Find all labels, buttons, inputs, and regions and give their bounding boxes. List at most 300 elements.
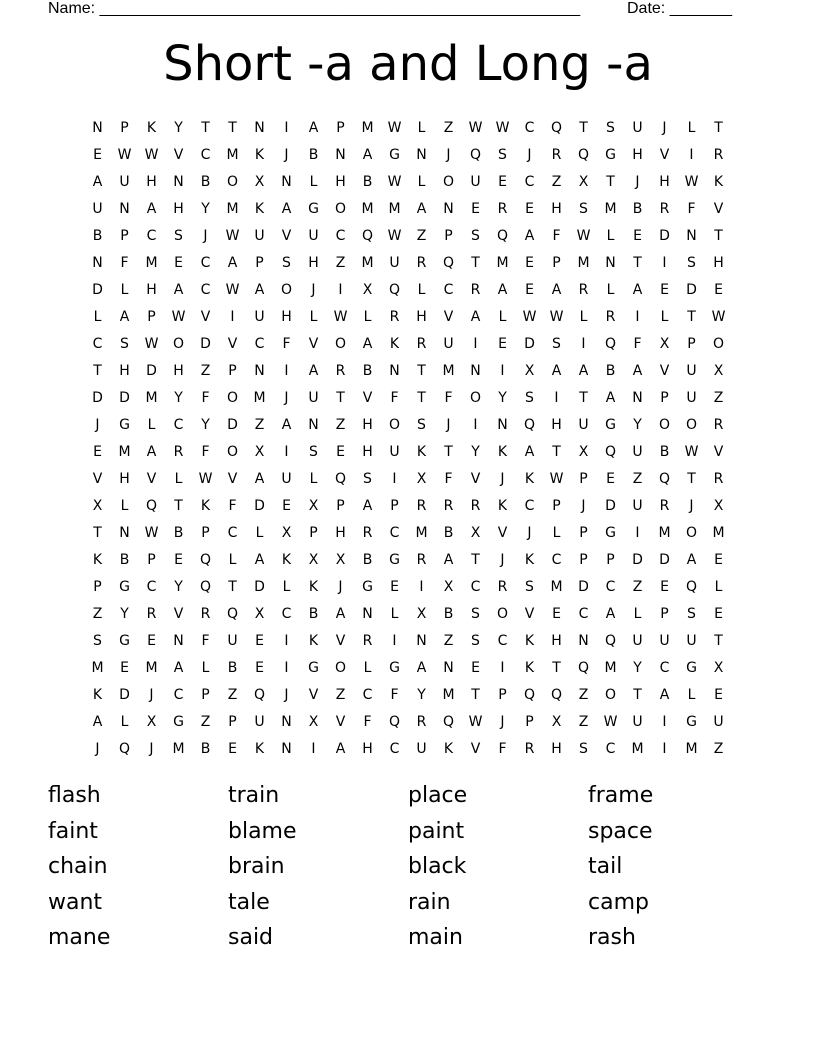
grid-cell: M: [577, 254, 590, 271]
date-line: Date: _______: [627, 0, 732, 17]
grid-cell: S: [579, 200, 588, 217]
word-list-item: paint: [408, 818, 465, 844]
grid-cell: F: [444, 389, 453, 406]
letter-grid: [84, 114, 732, 762]
grid-cell: N: [632, 389, 643, 406]
grid-cell: C: [551, 551, 562, 568]
grid-cell: V: [200, 308, 211, 325]
grid-cell: U: [254, 227, 265, 244]
grid-cell: X: [416, 605, 427, 622]
grid-cell: A: [578, 362, 589, 379]
grid-cell: U: [632, 632, 643, 649]
grid-cell: Q: [604, 632, 617, 649]
grid-cell: R: [146, 605, 157, 622]
grid-cell: P: [660, 389, 669, 406]
grid-cell: B: [443, 605, 454, 622]
grid-cell: Q: [523, 686, 536, 703]
grid-cell: H: [281, 308, 292, 325]
grid-cell: S: [525, 389, 534, 406]
grid-cell: A: [362, 146, 373, 163]
grid-cell: T: [228, 578, 237, 595]
grid-cell: A: [146, 443, 157, 460]
grid-cell: F: [201, 389, 210, 406]
grid-cell: M: [442, 362, 455, 379]
grid-cell: N: [335, 146, 346, 163]
grid-cell: R: [497, 200, 508, 217]
grid-cell: J: [149, 740, 154, 757]
grid-cell: M: [388, 200, 401, 217]
grid-cell: N: [443, 200, 454, 217]
grid-cell: U: [254, 308, 265, 325]
grid-cell: E: [714, 551, 723, 568]
grid-cell: M: [361, 119, 374, 136]
grid-cell: M: [658, 524, 671, 541]
word-list-item: place: [408, 783, 468, 808]
grid-cell: I: [554, 389, 559, 406]
grid-cell: Z: [335, 416, 346, 433]
grid-cell: B: [632, 200, 643, 217]
grid-cell: Y: [120, 605, 129, 622]
grid-cell: L: [309, 173, 318, 190]
grid-cell: L: [687, 686, 696, 703]
word-list-item: main: [408, 925, 463, 950]
grid-cell: N: [308, 416, 319, 433]
grid-cell: X: [416, 470, 427, 487]
grid-cell: G: [119, 578, 130, 595]
grid-cell: L: [390, 605, 399, 622]
grid-cell: F: [282, 335, 291, 352]
word-list-item: brain: [228, 854, 285, 879]
grid-cell: G: [173, 713, 184, 730]
grid-cell: L: [120, 713, 129, 730]
grid-cell: J: [95, 416, 100, 433]
grid-cell: A: [470, 308, 481, 325]
grid-cell: X: [254, 605, 265, 622]
grid-cell: V: [443, 308, 454, 325]
word-list-item: tale: [228, 889, 270, 915]
grid-cell: J: [527, 146, 532, 163]
grid-cell: R: [443, 497, 454, 514]
grid-cell: C: [659, 659, 670, 676]
grid-cell: H: [713, 254, 724, 271]
grid-cell: M: [226, 200, 239, 217]
grid-cell: E: [525, 281, 534, 298]
grid-cell: A: [254, 551, 265, 568]
word-list-item: mane: [48, 925, 111, 950]
grid-cell: J: [527, 524, 532, 541]
grid-cell: V: [524, 605, 535, 622]
grid-cell: A: [227, 254, 238, 271]
grid-cell: Z: [200, 713, 211, 730]
grid-cell: N: [173, 632, 184, 649]
grid-cell: Z: [713, 389, 724, 406]
grid-cell: S: [471, 605, 480, 622]
grid-cell: L: [714, 578, 723, 595]
grid-cell: C: [605, 740, 616, 757]
grid-cell: Q: [550, 686, 563, 703]
grid-cell: H: [362, 416, 373, 433]
name-line: Name: ______________________________________________________: [48, 0, 581, 17]
grid-cell: Q: [199, 551, 212, 568]
grid-cell: V: [497, 524, 508, 541]
grid-cell: V: [173, 605, 184, 622]
grid-cell: F: [228, 497, 237, 514]
grid-cell: Z: [443, 119, 454, 136]
grid-cell: C: [362, 686, 373, 703]
grid-cell: J: [311, 281, 316, 298]
grid-cell: H: [173, 200, 184, 217]
grid-cell: J: [284, 686, 289, 703]
grid-cell: H: [632, 146, 643, 163]
grid-cell: K: [443, 740, 454, 757]
grid-cell: A: [686, 551, 697, 568]
grid-cell: K: [146, 119, 157, 136]
grid-cell: Q: [658, 470, 671, 487]
grid-cell: C: [146, 227, 157, 244]
grid-cell: T: [714, 632, 723, 649]
grid-cell: W: [171, 308, 186, 325]
grid-cell: W: [603, 713, 618, 730]
grid-cell: X: [308, 713, 319, 730]
grid-cell: P: [498, 686, 507, 703]
grid-cell: R: [578, 281, 589, 298]
grid-cell: F: [201, 443, 210, 460]
grid-cell: E: [714, 281, 723, 298]
grid-cell: M: [442, 686, 455, 703]
grid-cell: P: [660, 605, 669, 622]
grid-cell: L: [363, 659, 372, 676]
grid-cell: D: [605, 497, 616, 514]
grid-cell: H: [551, 632, 562, 649]
grid-cell: G: [308, 659, 319, 676]
grid-cell: A: [605, 389, 616, 406]
grid-cell: K: [497, 443, 508, 460]
grid-cell: E: [714, 686, 723, 703]
grid-cell: A: [254, 470, 265, 487]
grid-cell: T: [633, 254, 642, 271]
grid-cell: Y: [417, 686, 426, 703]
grid-cell: Z: [416, 227, 427, 244]
grid-cell: W: [576, 227, 591, 244]
grid-cell: V: [335, 713, 346, 730]
grid-cell: I: [500, 362, 505, 379]
grid-cell: P: [444, 227, 453, 244]
grid-cell: Q: [388, 713, 401, 730]
grid-cell: K: [254, 146, 265, 163]
grid-cell: V: [146, 470, 157, 487]
grid-cell: X: [578, 173, 589, 190]
grid-cell: T: [579, 119, 588, 136]
grid-cell: I: [338, 281, 343, 298]
grid-cell: X: [713, 659, 724, 676]
grid-cell: I: [662, 713, 667, 730]
grid-cell: T: [471, 254, 480, 271]
grid-cell: N: [173, 173, 184, 190]
grid-cell: L: [498, 308, 507, 325]
grid-cell: W: [549, 470, 564, 487]
grid-cell: Q: [442, 713, 455, 730]
grid-cell: P: [390, 497, 399, 514]
grid-cell: B: [308, 146, 319, 163]
grid-cell: J: [284, 146, 289, 163]
grid-cell: M: [253, 389, 266, 406]
grid-cell: V: [308, 335, 319, 352]
grid-cell: I: [230, 308, 235, 325]
grid-cell: M: [145, 389, 158, 406]
grid-cell: R: [659, 497, 670, 514]
grid-cell: K: [92, 551, 103, 568]
grid-cell: S: [363, 470, 372, 487]
grid-cell: V: [659, 362, 670, 379]
grid-cell: W: [144, 524, 159, 541]
grid-cell: A: [551, 281, 562, 298]
grid-cell: Q: [577, 146, 590, 163]
grid-cell: O: [172, 335, 185, 352]
grid-cell: A: [335, 740, 346, 757]
grid-cell: Z: [632, 470, 643, 487]
grid-cell: I: [635, 524, 640, 541]
grid-cell: X: [254, 173, 265, 190]
grid-cell: J: [446, 146, 451, 163]
grid-cell: U: [578, 416, 589, 433]
grid-cell: N: [578, 632, 589, 649]
grid-cell: L: [606, 227, 615, 244]
grid-cell: V: [92, 470, 103, 487]
grid-cell: C: [497, 632, 508, 649]
grid-cell: M: [415, 524, 428, 541]
grid-cell: D: [686, 281, 697, 298]
grid-cell: X: [335, 551, 346, 568]
grid-cell: N: [92, 119, 103, 136]
grid-cell: E: [714, 605, 723, 622]
grid-cell: B: [659, 443, 670, 460]
grid-cell: L: [633, 605, 642, 622]
grid-cell: Y: [201, 416, 210, 433]
grid-cell: V: [173, 146, 184, 163]
grid-cell: Y: [498, 389, 507, 406]
grid-cell: E: [471, 659, 480, 676]
grid-cell: A: [173, 281, 184, 298]
grid-cell: D: [659, 227, 670, 244]
grid-cell: S: [309, 443, 318, 460]
grid-cell: X: [362, 281, 373, 298]
grid-cell: D: [227, 416, 238, 433]
grid-cell: G: [119, 632, 130, 649]
grid-cell: N: [416, 146, 427, 163]
grid-cell: T: [471, 686, 480, 703]
grid-cell: W: [495, 119, 510, 136]
grid-cell: E: [498, 335, 507, 352]
grid-cell: O: [604, 686, 617, 703]
grid-cell: L: [120, 281, 129, 298]
grid-cell: C: [605, 578, 616, 595]
grid-cell: L: [417, 119, 426, 136]
grid-cell: T: [93, 524, 102, 541]
grid-cell: R: [470, 281, 481, 298]
grid-cell: T: [201, 119, 210, 136]
grid-cell: A: [632, 281, 643, 298]
grid-cell: H: [362, 740, 373, 757]
grid-cell: D: [146, 362, 157, 379]
grid-cell: E: [174, 254, 183, 271]
word-list-item: black: [408, 854, 467, 879]
grid-cell: L: [201, 659, 210, 676]
grid-cell: O: [226, 173, 239, 190]
grid-cell: I: [284, 443, 289, 460]
grid-cell: X: [254, 443, 265, 460]
word-list-item: faint: [48, 818, 98, 844]
grid-cell: J: [500, 713, 505, 730]
grid-cell: L: [255, 524, 264, 541]
grid-cell: U: [281, 470, 292, 487]
grid-cell: D: [254, 578, 265, 595]
word-list-item: camp: [588, 889, 649, 915]
grid-cell: A: [362, 497, 373, 514]
grid-cell: X: [308, 497, 319, 514]
grid-cell: D: [119, 686, 130, 703]
grid-cell: G: [119, 416, 130, 433]
grid-cell: A: [335, 605, 346, 622]
grid-cell: F: [120, 254, 129, 271]
grid-cell: O: [388, 416, 401, 433]
grid-cell: O: [469, 389, 482, 406]
grid-cell: K: [524, 659, 535, 676]
grid-cell: I: [473, 335, 478, 352]
grid-cell: Q: [469, 146, 482, 163]
grid-cell: T: [714, 119, 723, 136]
grid-cell: N: [497, 416, 508, 433]
grid-cell: Y: [633, 659, 642, 676]
grid-cell: I: [473, 416, 478, 433]
grid-cell: Z: [551, 173, 562, 190]
grid-cell: P: [309, 524, 318, 541]
grid-cell: F: [498, 740, 507, 757]
grid-cell: O: [496, 605, 509, 622]
grid-cell: V: [308, 686, 319, 703]
grid-cell: T: [444, 443, 453, 460]
grid-cell: C: [200, 146, 211, 163]
grid-cell: C: [524, 173, 535, 190]
grid-cell: Q: [604, 443, 617, 460]
word-list-item: rain: [408, 889, 451, 915]
grid-cell: C: [335, 227, 346, 244]
grid-cell: P: [606, 551, 615, 568]
grid-cell: V: [227, 335, 238, 352]
grid-cell: R: [659, 200, 670, 217]
grid-cell: W: [144, 146, 159, 163]
grid-cell: K: [200, 497, 211, 514]
grid-cell: Y: [174, 389, 183, 406]
grid-cell: Q: [199, 578, 212, 595]
grid-cell: R: [173, 443, 184, 460]
grid-cell: N: [416, 632, 427, 649]
grid-cell: I: [662, 254, 667, 271]
grid-cell: N: [119, 524, 130, 541]
grid-cell: H: [659, 173, 670, 190]
grid-cell: P: [336, 497, 345, 514]
word-list-item: train: [228, 783, 280, 808]
grid-cell: R: [362, 524, 373, 541]
grid-cell: O: [334, 335, 347, 352]
grid-cell: Y: [471, 443, 480, 460]
grid-cell: F: [363, 713, 372, 730]
grid-cell: G: [686, 659, 697, 676]
grid-cell: A: [632, 362, 643, 379]
word-list-item: blame: [228, 818, 297, 844]
grid-cell: C: [173, 416, 184, 433]
grid-cell: J: [203, 227, 208, 244]
grid-cell: K: [281, 551, 292, 568]
grid-cell: N: [389, 362, 400, 379]
grid-cell: I: [689, 146, 694, 163]
grid-cell: L: [417, 281, 426, 298]
page-title: Short -a and Long -a: [163, 36, 653, 92]
grid-cell: Z: [335, 686, 346, 703]
word-list-item: rash: [588, 925, 636, 950]
grid-cell: K: [497, 497, 508, 514]
grid-cell: N: [686, 227, 697, 244]
grid-cell: E: [525, 200, 534, 217]
grid-cell: C: [254, 335, 265, 352]
grid-cell: E: [525, 254, 534, 271]
grid-cell: M: [550, 578, 563, 595]
grid-cell: L: [93, 308, 102, 325]
grid-cell: X: [713, 497, 724, 514]
grid-cell: S: [471, 227, 480, 244]
grid-cell: T: [606, 173, 615, 190]
grid-cell: A: [173, 659, 184, 676]
grid-cell: E: [93, 443, 102, 460]
grid-cell: E: [552, 605, 561, 622]
grid-cell: A: [254, 281, 265, 298]
grid-cell: Q: [118, 740, 131, 757]
grid-cell: H: [551, 200, 562, 217]
grid-cell: X: [443, 578, 454, 595]
grid-cell: V: [470, 470, 481, 487]
grid-cell: Q: [523, 416, 536, 433]
grid-cell: K: [308, 578, 319, 595]
grid-cell: F: [444, 470, 453, 487]
grid-cell: K: [254, 200, 265, 217]
grid-cell: M: [226, 146, 239, 163]
grid-cell: J: [635, 173, 640, 190]
grid-cell: X: [308, 551, 319, 568]
grid-cell: Z: [200, 362, 211, 379]
grid-cell: O: [280, 281, 293, 298]
grid-cell: E: [147, 632, 156, 649]
grid-cell: N: [605, 254, 616, 271]
grid-cell: N: [281, 173, 292, 190]
grid-cell: P: [120, 119, 129, 136]
grid-cell: B: [173, 524, 184, 541]
grid-cell: C: [281, 605, 292, 622]
grid-cell: O: [334, 659, 347, 676]
grid-cell: Y: [174, 119, 183, 136]
grid-cell: I: [284, 632, 289, 649]
grid-cell: R: [416, 713, 427, 730]
grid-cell: G: [686, 713, 697, 730]
grid-cell: G: [605, 416, 616, 433]
grid-cell: C: [389, 524, 400, 541]
grid-cell: H: [119, 470, 130, 487]
grid-cell: S: [606, 119, 615, 136]
grid-cell: T: [228, 119, 237, 136]
grid-cell: G: [362, 578, 373, 595]
grid-cell: P: [579, 470, 588, 487]
grid-cell: P: [201, 686, 210, 703]
grid-cell: Z: [578, 686, 589, 703]
grid-cell: G: [389, 659, 400, 676]
